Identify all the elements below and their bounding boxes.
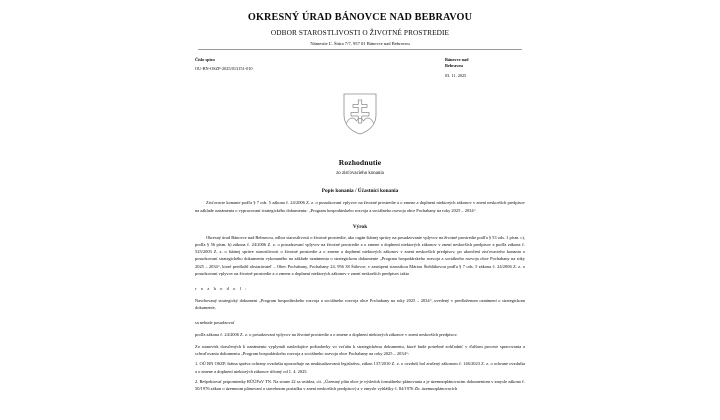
office-title: OKRESNÝ ÚRAD BÁNOVCE NAD BEBRAVOU	[247, 12, 473, 23]
conditions-intro-paragraph: Zo stanovísk doručených k oznámeniu vyplynuli nasledujúce požiadavky vo vzťahu k strategickému dokumentu, ktoré bude potrebné zohľadniť v ďalšom procese spracovania a schvaľovania dokumentu „Program hospodárskeho rozvoja a sociálneho rozvoja obce Pochabany na roky 2025 – 2034“:	[195, 344, 525, 357]
document-page	[160, 0, 560, 420]
reference-row	[195, 57, 525, 79]
decision-result: sa nebude posudzovať	[195, 319, 235, 325]
place-date-block	[445, 57, 525, 79]
letterhead-divider	[198, 49, 522, 50]
office-address: Námestie Ľ. Štúra 7/7, 957 01 Bánovce nad Bebravou	[310, 40, 410, 46]
file-number-value: OU-BN-OSZP-2025/013151-010	[195, 65, 253, 71]
issue-date: 03. 11. 2025	[445, 73, 467, 79]
letterhead	[160, 12, 560, 50]
section-heading-description: Popis konania / Účastníci konania	[321, 188, 399, 195]
condition-item: 2. Rešpektovať pripomienky RÚÚPaV TN. Na strane 22 sa uvádza, cit. „Územný plán obce je výsledok formálneho plánovania a je územnoplánovacím dokumentom v zmysle zákona č. 50/1976 zákon o územnom plánovaní a stavebnom poriadku v znení neskorších predpisov) a v zmysle vyhlášky č. 84/1976 Zb. územnoplánovacích	[195, 378, 525, 392]
decision-keyword: r o z h o d o l :	[195, 285, 249, 291]
verdict-paragraph: Okresný úrad Bánovce nad Bebravou, odbor starostlivosti o životné prostredie, ako orgán štátnej správy na posudzovanie vplyvov na životné prostredie podľa § 53 ods. 1 písm. c), podľa § 56 písm. b) zákona č. 24/2006 Z. z. o posudzovaní vplyvov na životné prostredie a o zmene a doplnení niektorých zákonov v znení neskorších predpisov a podľa zákona č. 525/2003 Z. z. o štátnej správe starostlivosti o životné prostredie a o zmene a doplnení niektorých zákonov v znení neskorších predpisov, po ukončení zisťovacieho konania o posudzovaní strategického dokumentu vykonaného na základe oznámenia o strategickom dokumente „Program hospodárskeho rozvoja a sociálneho rozvoja obce Pochabany na roky 2025 – 2034“, ktoré predložil obstarávateľ – Obec Pochabany, Pochabany 24, 956 38 Šúlovce, v zastúpení starostkou Máriou Šteblákovou podľa § 7 ods. 5 zákona č. 24/2006 Z. z. o posudzovaní vplyvov na životné prostredie a o zmene a doplnení niektorých zákonov v znení neskorších predpisov takto	[195, 234, 525, 276]
file-number-label: Číslo spisu	[195, 57, 215, 63]
condition-item: 1. OÚ BN OSZP, štátna správa ochrany ovzdušia upozorňuje na neaktualizovanú legislatívu, zákon 137/2010 Z. z. o ovzduší bol zrušený zákonom č. 146/2023 Z. z. o ochrane ovzdušia a o zmene a doplnení niektorých zákonov účinný od 1. 4. 2025.	[195, 361, 525, 374]
place-line-1: Bánovce nad	[445, 57, 469, 63]
slovak-coat-of-arms-icon	[343, 93, 377, 135]
description-paragraph: Zisťovacie konanie podľa § 7 ods. 5 zákona č. 24/2006 Z. z. o posudzovaní vplyvov na životné prostredie a o zmene a doplnení niektorých zákonov v znení neskorších predpisov na základe oznámenia o vypracovaní strategického dokumentu: „Program hospodárskeho rozvoja a sociálneho rozvoja obce Pochabany na roky 2025 – 2034“	[195, 200, 525, 213]
legal-basis-paragraph: podľa zákona č. 24/2006 Z. z. o posudzovaní vplyvov na životné prostredie a o zmene a doplnení niektorých zákonov v znení neskorších predpisov.	[195, 331, 458, 337]
page-title: Rozhodnutie	[338, 158, 382, 168]
file-number-block	[195, 57, 253, 72]
emblem-container	[160, 93, 560, 140]
section-heading-verdict: Výrok	[352, 223, 368, 230]
department-name: ODBOR STAROSTLIVOSTI O ŽIVOTNÉ PROSTREDIE	[270, 28, 450, 38]
page-subtitle: zo zisťovacieho konania	[336, 171, 384, 177]
decision-paragraph: Navrhovaný strategický dokument „Program hospodárskeho rozvoja a sociálneho rozvoja obce Pochabany na roky 2025 – 2034“, uvedený v predloženom oznámení o strategickom dokumente,	[195, 298, 525, 311]
place-line-2: Bebravou	[445, 63, 463, 69]
